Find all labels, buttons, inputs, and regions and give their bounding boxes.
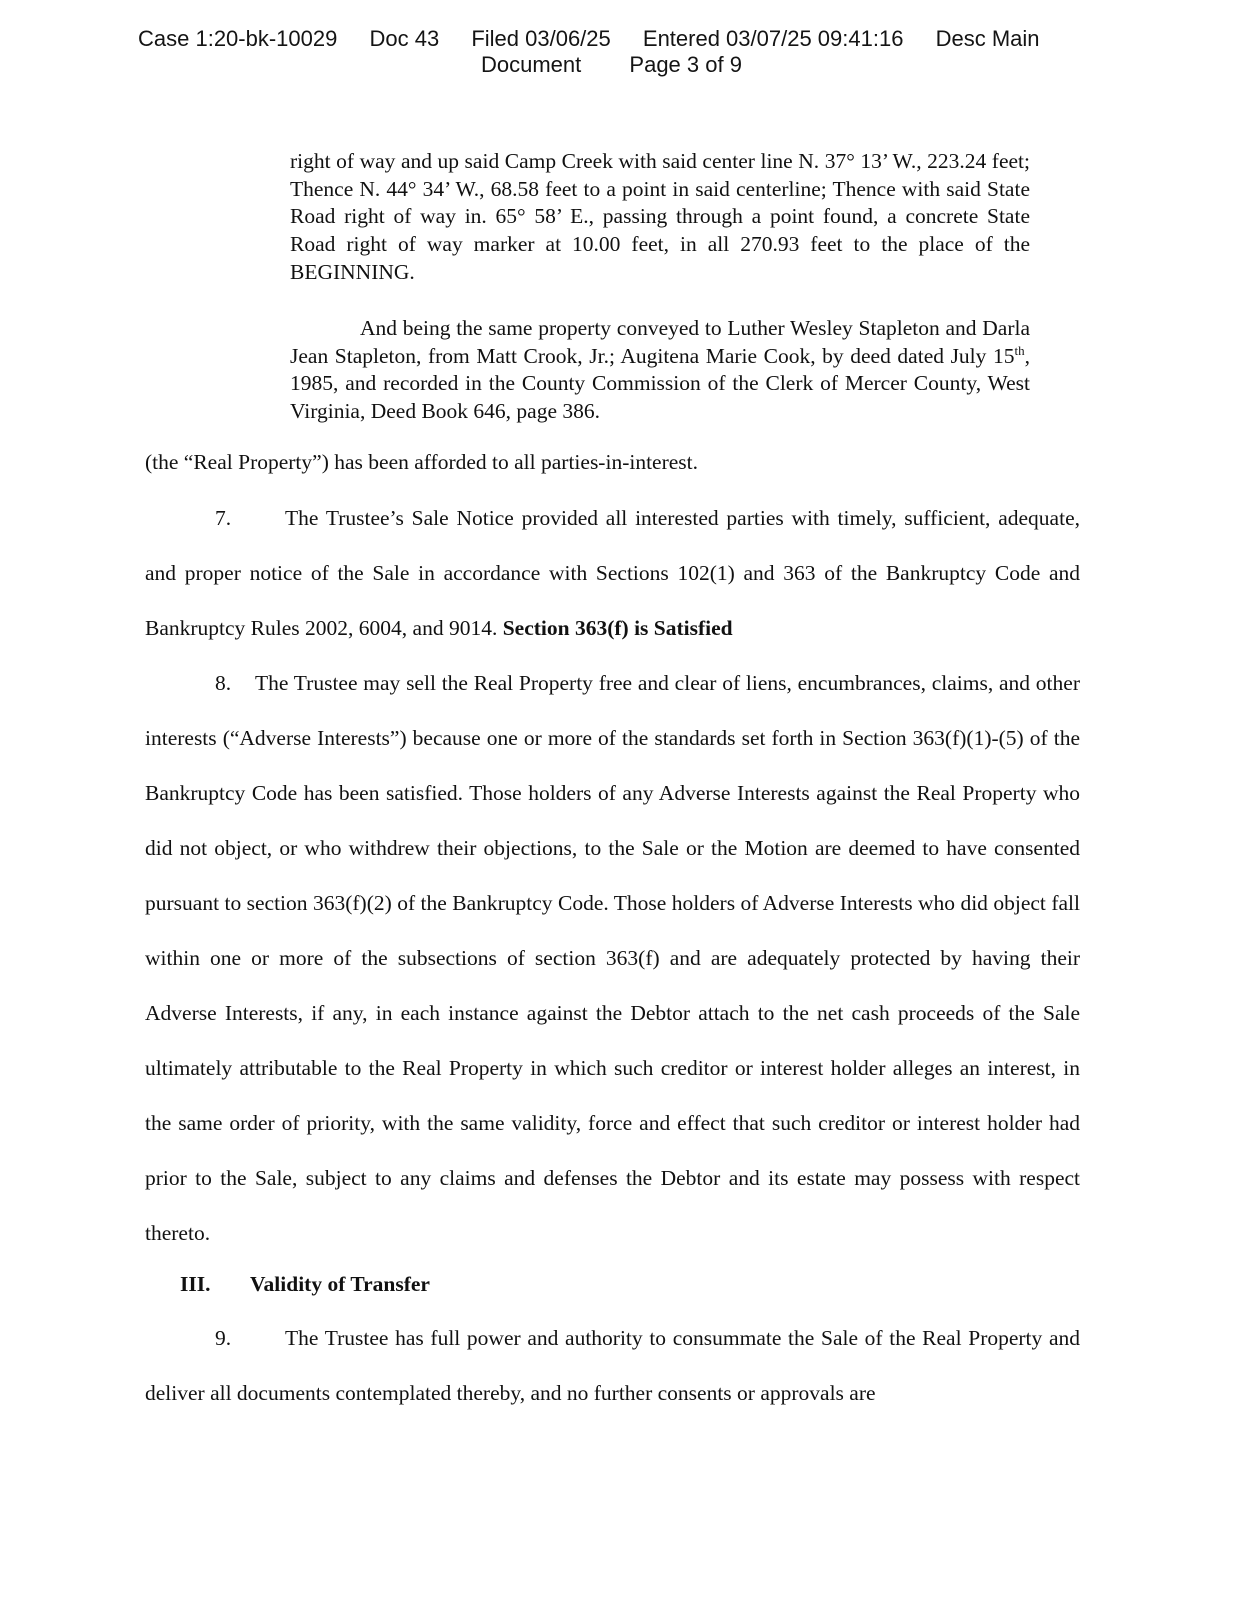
real-property-afforded-text: (the “Real Property”) has been afforded to all parties-in-interest. bbox=[145, 450, 699, 474]
doc-description: Desc Main bbox=[935, 26, 1040, 51]
doc-number: Doc 43 bbox=[369, 26, 440, 51]
ordinal-suffix: th bbox=[1014, 342, 1025, 358]
paragraph-number: 7. bbox=[215, 506, 232, 530]
paragraph-9-text: The Trustee has full power and authority to consummate the Sale of the Real Property and deliver all documents contemplated thereby, and no further consents or approvals are bbox=[145, 1326, 1080, 1405]
section-numeral: III. bbox=[180, 1272, 211, 1296]
paragraph-9 bbox=[145, 1311, 1080, 1421]
paragraph-number: 9. bbox=[215, 1326, 232, 1350]
page-number: Page 3 of 9 bbox=[629, 52, 742, 77]
section-title: Validity of Transfer bbox=[250, 1272, 430, 1296]
case-number: Case 1:20-bk-10029 bbox=[138, 26, 338, 51]
legal-description-text: right of way and up said Camp Creek with said center line N. 37° 13’ W., 223.24 feet; Thence N. 44° 34’ W., 68.58 feet to a point in said centerline; Thence with said State Road right of way in. 65° 58’ E., passing through a point found, a concrete State Road right of way marker at 10.00 feet, in all 270.93 feet to the place of the BEGINNING. bbox=[290, 149, 1030, 284]
entered-date: Entered 03/07/25 09:41:16 bbox=[642, 26, 904, 51]
legal-description-block bbox=[290, 148, 1030, 287]
document-label: Document bbox=[481, 52, 582, 77]
section-363f-subheading: Section 363(f) is Satisfied bbox=[502, 616, 733, 640]
paragraph-8-body bbox=[145, 656, 1080, 1261]
paragraph-7 bbox=[145, 491, 1080, 656]
conveyance-block bbox=[290, 315, 1030, 426]
paragraph-8 bbox=[145, 656, 1080, 1261]
filed-date: Filed 03/06/25 bbox=[471, 26, 611, 51]
paragraph-9-body bbox=[145, 1311, 1080, 1421]
header-line-1 bbox=[138, 26, 1040, 52]
section-iii-heading bbox=[180, 1272, 430, 1297]
paragraph-7-text: The Trustee’s Sale Notice provided all interested parties with timely, sufficient, adequate, and proper notice of the Sale in accordance with Sections 102(1) and 363 of the Bankruptcy Code and Bankruptcy Rules 2002, 6004, and 9014. bbox=[145, 506, 1080, 640]
conveyance-text-after: , 1985, and recorded in the County Commission of the Clerk of Mercer County, West Virginia, Deed Book 646, page 386. bbox=[290, 343, 1030, 424]
paragraph-8-text: The Trustee may sell the Real Property free and clear of liens, encumbrances, claims, and other interests (“Adverse Interests”) because one or more of the standards set forth in Section 363(f)(1)-(5) of the Bankruptcy Code has been satisfied. Those holders of any Adverse Interests against the Real Property who did not object, or who withdrew their objections, to the Sale or the Motion are deemed to have consented pursuant to section 363(f)(2) of the Bankruptcy Code. Those holders of Adverse Interests who did object fall within one or more of the subsections of section 363(f) and are adequately protected by having their Adverse Interests, if any, in each instance against the Debtor attach to the net cash proceeds of the Sale ultimately attributable to the Real Property in which such creditor or interest holder alleges an interest, in the same order of priority, with the same validity, force and effect that such creditor or interest holder had prior to the Sale, subject to any claims and defenses the Debtor and its estate may possess with respect thereto. bbox=[145, 671, 1080, 1245]
conveyance-text bbox=[290, 315, 1030, 426]
conveyance-text-before: And being the same property conveyed to Luther Wesley Stapleton and Darla Jean Stapleton, from Matt Crook, Jr.; Augitena Marie Cook, by deed dated July 15 bbox=[290, 316, 1030, 368]
paragraph-number: 8. bbox=[215, 671, 232, 695]
paragraph-7-body bbox=[145, 491, 1080, 656]
header-line-2 bbox=[481, 52, 742, 78]
